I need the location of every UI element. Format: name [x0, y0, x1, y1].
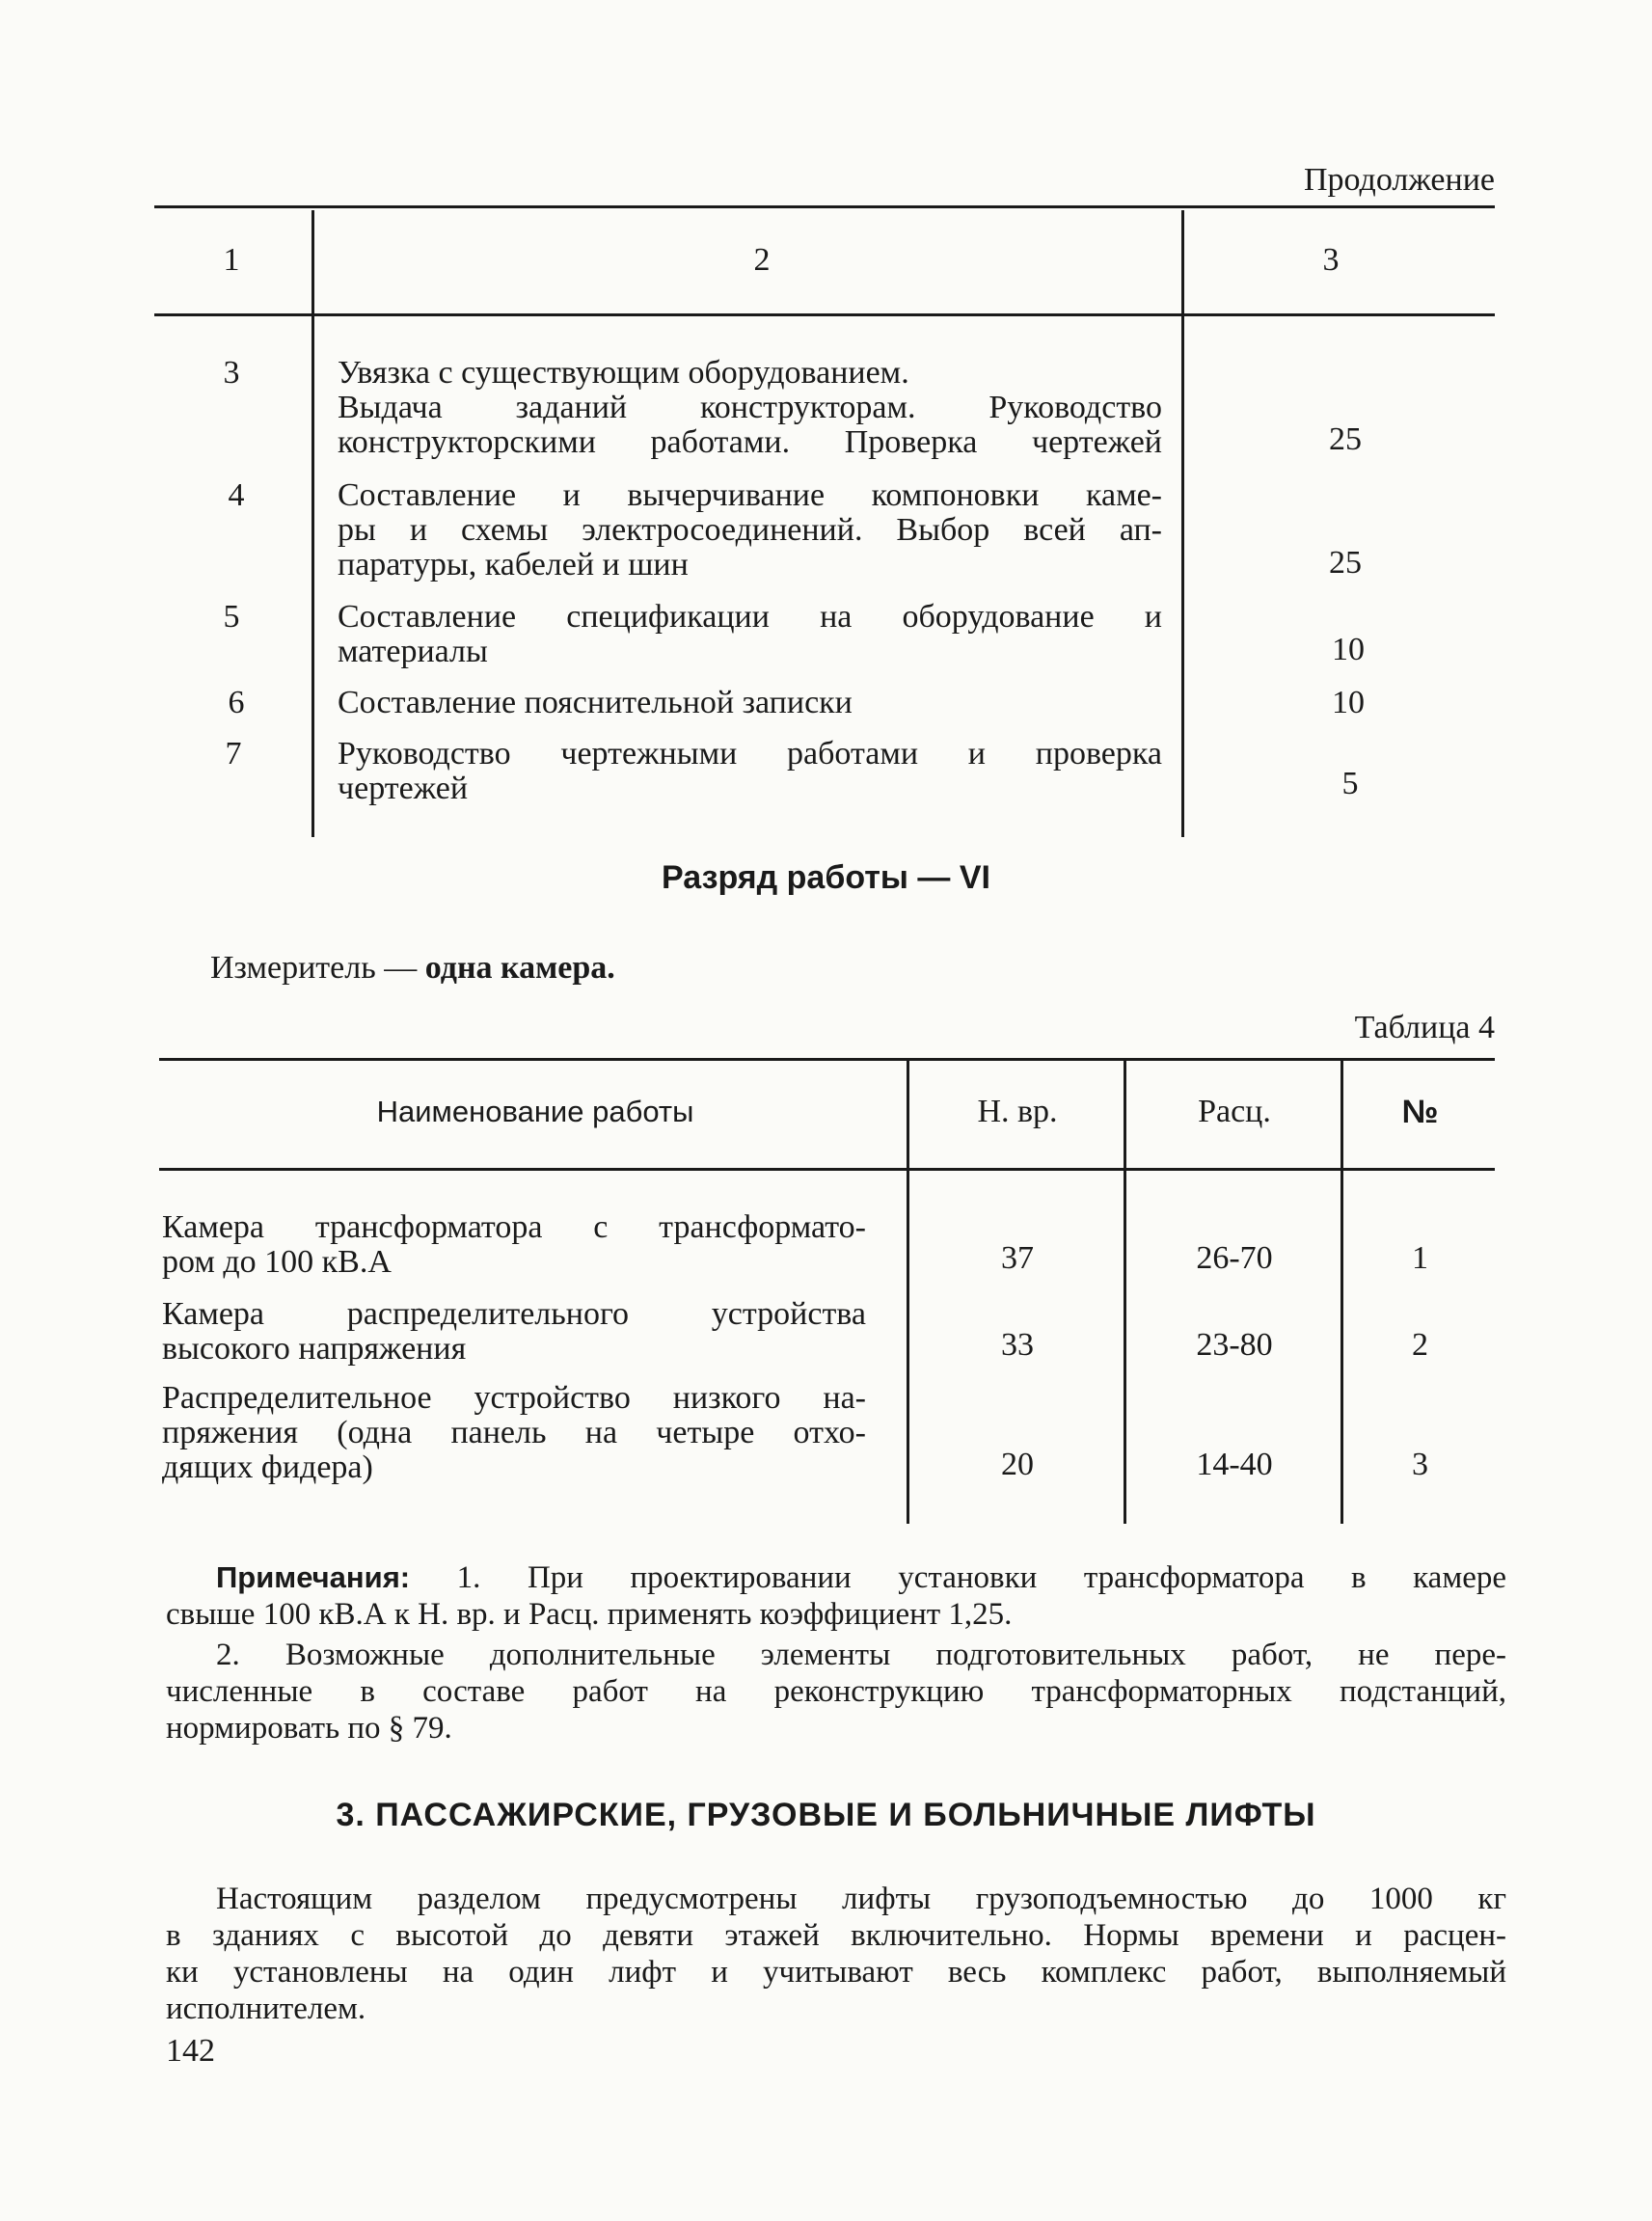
continuation-label: Продолжение [1303, 162, 1495, 198]
section-heading: 3. ПАССАЖИРСКИЕ, ГРУЗОВЫЕ И БОЛЬНИЧНЫЕ ЛИФТЫ [336, 1797, 1316, 1833]
table1-col-divider-1 [311, 210, 314, 837]
table-row: Камера трансформатора с трансформато- ром до 100 кВ.А [162, 1209, 866, 1280]
table2-cell-rasc: 23-80 [1196, 1327, 1273, 1363]
notes-label: Примечания: [216, 1560, 411, 1594]
measure-value: одна камера. [424, 950, 615, 986]
table2-col-divider-2 [1124, 1061, 1126, 1524]
table2-cell-nvr: 20 [1001, 1447, 1034, 1482]
table2-cell-nvr: 33 [1001, 1327, 1034, 1363]
table1-row-number: 5 [223, 599, 240, 635]
table1-header-1: 1 [223, 242, 240, 278]
table-row: Камера распределительного устройства высокого напряжения [162, 1296, 866, 1367]
measure-prefix: Измеритель — [210, 950, 425, 986]
table2-cell-rasc: 14-40 [1196, 1447, 1273, 1482]
table2-top-rule [159, 1058, 1495, 1061]
page-number: 142 [166, 2033, 215, 2069]
table1-row-number: 3 [223, 355, 240, 391]
table2-header-name: Наименование работы [376, 1095, 694, 1128]
table2-cell-number: 1 [1412, 1240, 1428, 1276]
table-caption: Таблица 4 [1354, 1010, 1495, 1045]
table2-cell-number: 3 [1412, 1447, 1428, 1482]
table2-header-nvr: Н. вр. [977, 1094, 1058, 1129]
table1-row-description: Руководство чертежными работами и проверка чертежей [338, 736, 1162, 806]
table1-row-value: 10 [1332, 632, 1365, 667]
table-row: Распределительное устройство низкого на- пряжения (одна панель на четыре отхо- дящих фидера) [162, 1380, 866, 1485]
measure-line [210, 950, 615, 987]
table1-row-value: 25 [1329, 545, 1362, 581]
table1-col-divider-2 [1181, 210, 1184, 837]
table2-header-rasc: Расц. [1198, 1094, 1271, 1129]
table2-cell-nvr: 37 [1001, 1240, 1034, 1276]
table2-cell-number: 2 [1412, 1327, 1428, 1363]
grade-heading: Разряд работы — VI [662, 859, 990, 896]
note-2: 2. Возможные дополнительные элементы подготовительных работ, не пере- численные в составе работ на реконструкцию трансформаторных подстанций, нормировать по § 79. [166, 1638, 1506, 1746]
table2-header-number: № [1401, 1094, 1439, 1130]
table1-row-description: Составление пояснительной записки [338, 685, 853, 720]
table1-header-3: 3 [1322, 242, 1340, 278]
table1-row-number: 6 [228, 685, 245, 720]
table1-top-rule [154, 205, 1495, 208]
table1-row-description: Составление спецификации на оборудование и материалы [338, 599, 1162, 669]
table2-col-divider-1 [907, 1061, 909, 1524]
table2-header-rule [159, 1168, 1495, 1171]
table1-row-description: Увязка с существующим оборудованием. Выдача заданий конструкторам. Руководство конструкторскими работами. Проверка чертежей [338, 355, 1162, 460]
table1-row-value: 5 [1341, 766, 1359, 801]
table1-row-value: 10 [1332, 685, 1365, 720]
table1-row-number: 4 [228, 477, 245, 513]
table1-row-description: Составление и вычерчивание компоновки каме- ры и схемы электросоединений. Выбор всей ап- паратуры, кабелей и шин [338, 477, 1162, 582]
table1-row-value: 25 [1329, 421, 1362, 457]
table1-header-rule [154, 313, 1495, 316]
table2-cell-rasc: 26-70 [1196, 1240, 1273, 1276]
table2-col-divider-3 [1341, 1061, 1343, 1524]
note-1: Примечания: 1. При проектировании установки трансформатора в камере свыше 100 кВ.А к Н. вр. и Расц. применять коэффициент 1,25. [166, 1560, 1507, 1632]
section-paragraph: Настоящим разделом предусмотрены лифты грузоподъемностью до 1000 кг в зданиях с высотой до девяти этажей включительно. Нормы времени и расцен- ки установлены на один лифт и учитывают весь комплекс работ, выполняемый исполнителем. [166, 1882, 1506, 2026]
table1-header-2: 2 [753, 242, 771, 278]
table1-row-number: 7 [225, 736, 242, 772]
